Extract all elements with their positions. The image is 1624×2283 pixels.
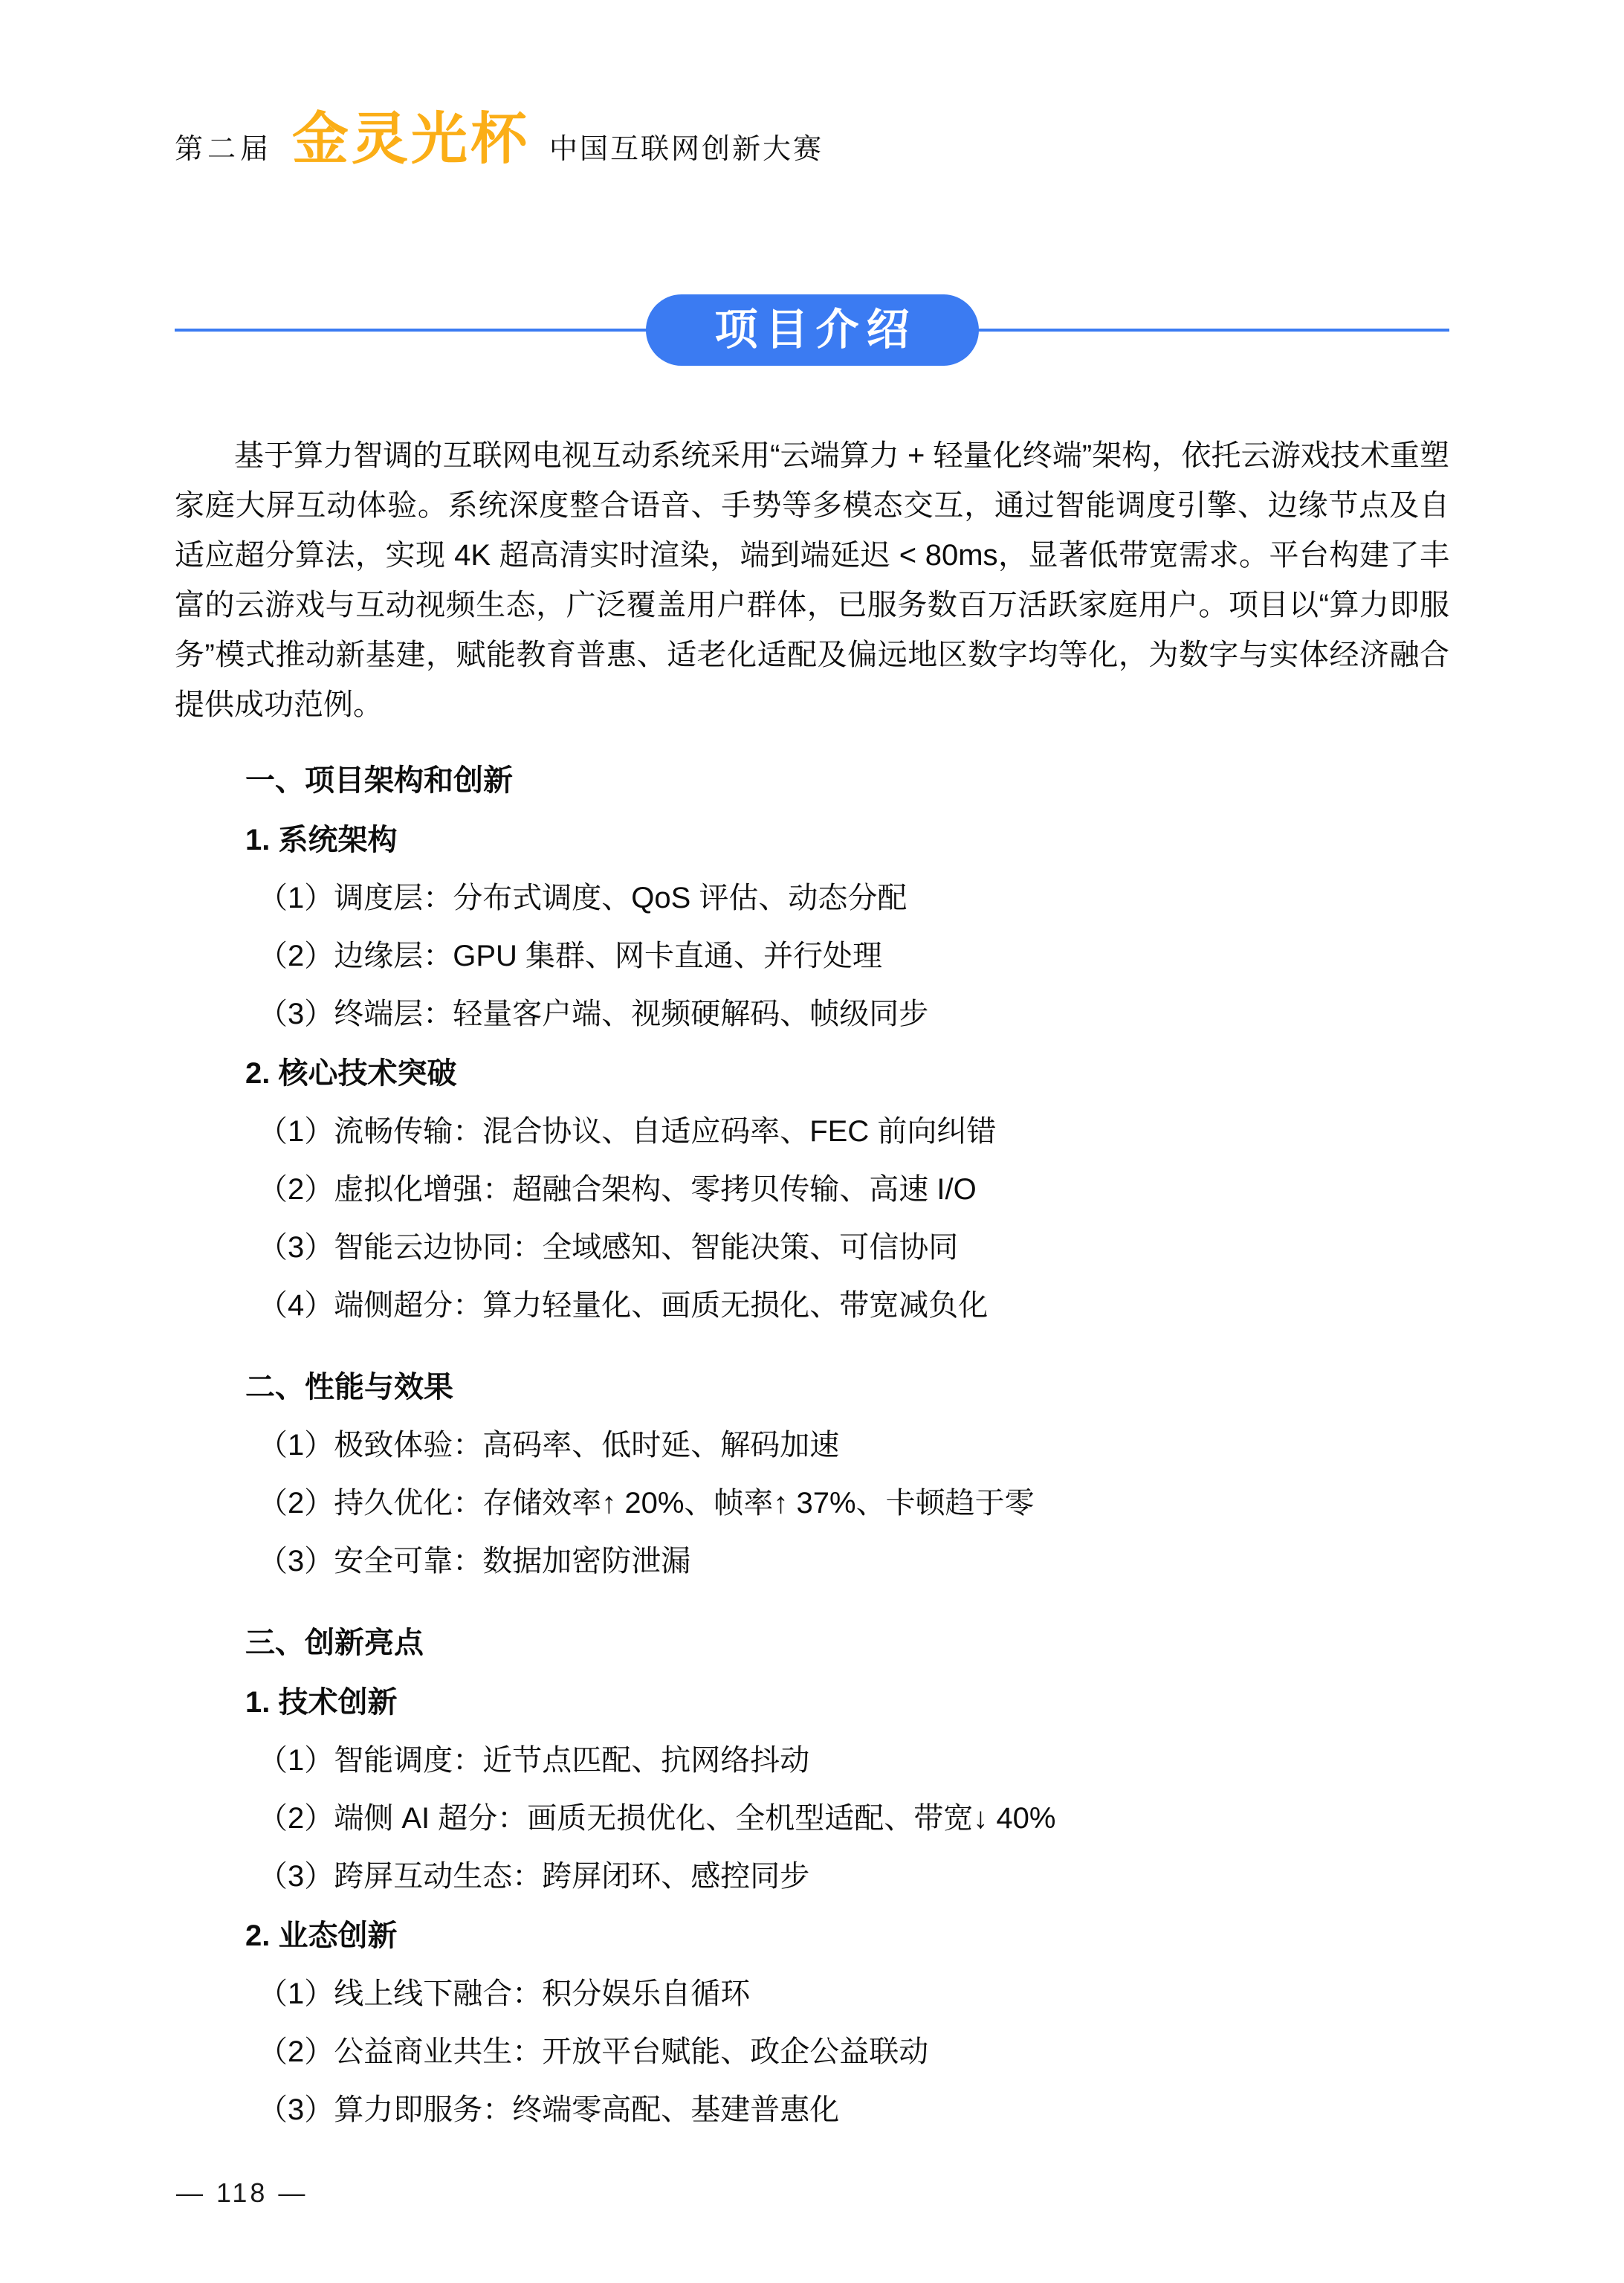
page-title: 项目介绍	[714, 306, 917, 354]
brand-logo-text: 金灵光杯	[292, 108, 531, 171]
list-item: （4）端侧超分：算力轻量化、画质无损化、带宽减负化	[258, 1289, 989, 1322]
list-item: （2）端侧 AI 超分：画质无损优化、全机型适配、带宽↓ 40%	[258, 1802, 1056, 1835]
list-item: （3）终端层：轻量客户端、视频硬解码、帧级同步	[258, 998, 929, 1030]
competition-logo-header	[175, 0, 1449, 171]
section-heading-3: 三、创新亮点	[245, 1627, 424, 1659]
list-item: （1）极致体验：高码率、低时延、解码加速	[258, 1429, 840, 1462]
section-heading-2: 二、性能与效果	[245, 1371, 453, 1404]
list-item: （3）算力即服务：终端零高配、基建普惠化	[258, 2093, 840, 2126]
intro-paragraph: 基于算力智调的互联网电视互动系统采用“云端算力 + 轻量化终端”架构，依托云游戏技术重塑家庭大屏互动体验。系统深度整合语音、手势等多模态交互，通过智能调度引擎、边缘节点及自适应超分算法，实现 4K 超高清实时渲染，端到端延迟 < 80ms，显著低带宽需求。平台构建了丰富的云游戏与互动视频生态，广泛覆盖用户群体，已服务数百万活跃家庭用户。项目以“算力即服务”模式推动新基建，赋能教育普惠、适老化适配及偏远地区数字均等化，为数字与实体经济融合提供成功范例。	[175, 439, 1449, 721]
list-item: （3）智能云边协同：全域感知、智能决策、可信协同	[258, 1231, 959, 1264]
list-item: （3）安全可靠：数据加密防泄漏	[258, 1545, 691, 1578]
list-item: （1）调度层：分布式调度、QoS 评估、动态分配	[258, 882, 908, 914]
list-item: （2）虚拟化增强：超融合架构、零拷贝传输、高速 I/O	[258, 1173, 977, 1206]
page-number: — 118 —	[176, 2177, 308, 2208]
edition-label: 第二届	[175, 134, 274, 165]
subsection-heading-3-1: 1. 技术创新	[245, 1686, 398, 1719]
list-item: （2）边缘层：GPU 集群、网卡直通、并行处理	[258, 940, 883, 972]
section-title-banner	[175, 294, 1449, 366]
list-item: （2）持久优化：存储效率↑ 20%、帧率↑ 37%、卡顿趋于零	[258, 1487, 1035, 1520]
subsection-heading-1-2: 2. 核心技术突破	[245, 1057, 457, 1090]
subsection-heading-3-2: 2. 业态创新	[245, 1919, 398, 1952]
competition-name: 中国互联网创新大赛	[549, 134, 824, 165]
section-heading-1: 一、项目架构和创新	[245, 764, 513, 797]
subsection-heading-1-1: 1. 系统架构	[245, 824, 398, 856]
list-item: （1）线上线下融合：积分娱乐自循环	[258, 1977, 751, 2010]
list-item: （2）公益商业共生：开放平台赋能、政企公益联动	[258, 2035, 929, 2068]
list-item: （1）智能调度：近节点匹配、抗网络抖动	[258, 1744, 810, 1777]
title-badge	[646, 294, 979, 366]
list-item: （1）流畅传输：混合协议、自适应码率、FEC 前向纠错	[258, 1115, 997, 1148]
list-item: （3）跨屏互动生态：跨屏闭环、感控同步	[258, 1860, 810, 1893]
